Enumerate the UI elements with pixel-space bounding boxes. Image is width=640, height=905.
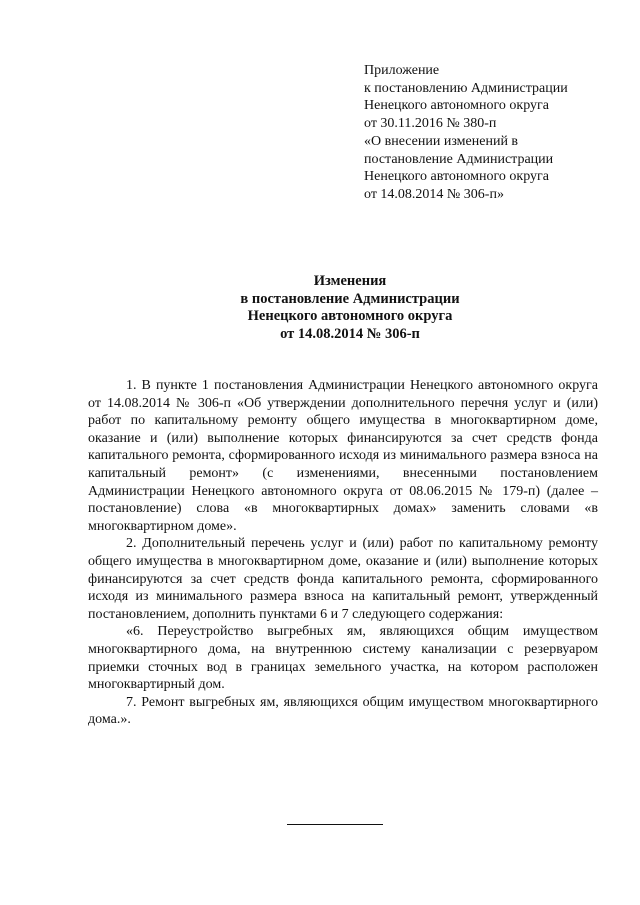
appendix-line: Приложение <box>364 63 440 78</box>
title-line: в постановление Администрации <box>240 290 460 307</box>
document-title <box>60 273 640 343</box>
title-line: от 14.08.2014 № 306-п <box>280 325 420 342</box>
paragraph-2: 2. Дополнительный перечень услуг и (или) работ по капитальному ремонту общего имущества в многоквартирном доме, оказание и (или) выполнение которых финансируются за счет средств фонда капитального ремонта, сформированного исходя из минимального размера взноса на капитальный ремонт, утвержденный постановлением, дополнить пунктами 6 и 7 следующего содержания: <box>88 536 598 622</box>
title-line: Изменения <box>313 273 387 289</box>
title-line: Ненецкого автономного округа <box>247 308 453 324</box>
appendix-block <box>364 62 614 204</box>
document-body <box>88 377 598 729</box>
paragraph-item-6: «6. Переустройство выгребных ям, являющихся общим имуществом многоквартирного дома, на внутреннюю систему канализации с резервуаром приемки сточных вод в границах земельного участка, на котором расположен многоквартирный дом. <box>88 624 598 693</box>
paragraph-item-7: 7. Ремонт выгребных ям, являющихся общим имуществом многоквартирного дома.». <box>88 694 598 728</box>
paragraph-1: 1. В пункте 1 постановления Администрации Ненецкого автономного округа от 14.08.2014 № 306-п «Об утверждении дополнительного перечня услуг и (или) работ по капитальному ремонту общего имущества в многоквартирном доме, оказание и (или) выполнение которых финансируются за счет средств фонда капитального ремонта, сформированного исходя из минимального размера взноса на капитальный ремонт» (с изменениями, внесенными постановлением Администрации Ненецкого автономного округа от 08.06.2015 № 179-п) (далее – постановление) слова «в многоквартирных домах» заменить словами «в многоквартирном доме». <box>88 378 598 534</box>
appendix-line: постановление Администрации <box>364 151 554 167</box>
appendix-line: от 14.08.2014 № 306-п» <box>364 186 504 202</box>
appendix-line: «О внесении изменений в <box>364 133 519 149</box>
appendix-line: к постановлению Администрации <box>364 80 568 96</box>
appendix-line: Ненецкого автономного округа <box>364 98 549 114</box>
end-rule <box>287 824 383 825</box>
appendix-line: Ненецкого автономного округа <box>364 169 549 185</box>
appendix-line: от 30.11.2016 № 380-п <box>364 116 497 132</box>
